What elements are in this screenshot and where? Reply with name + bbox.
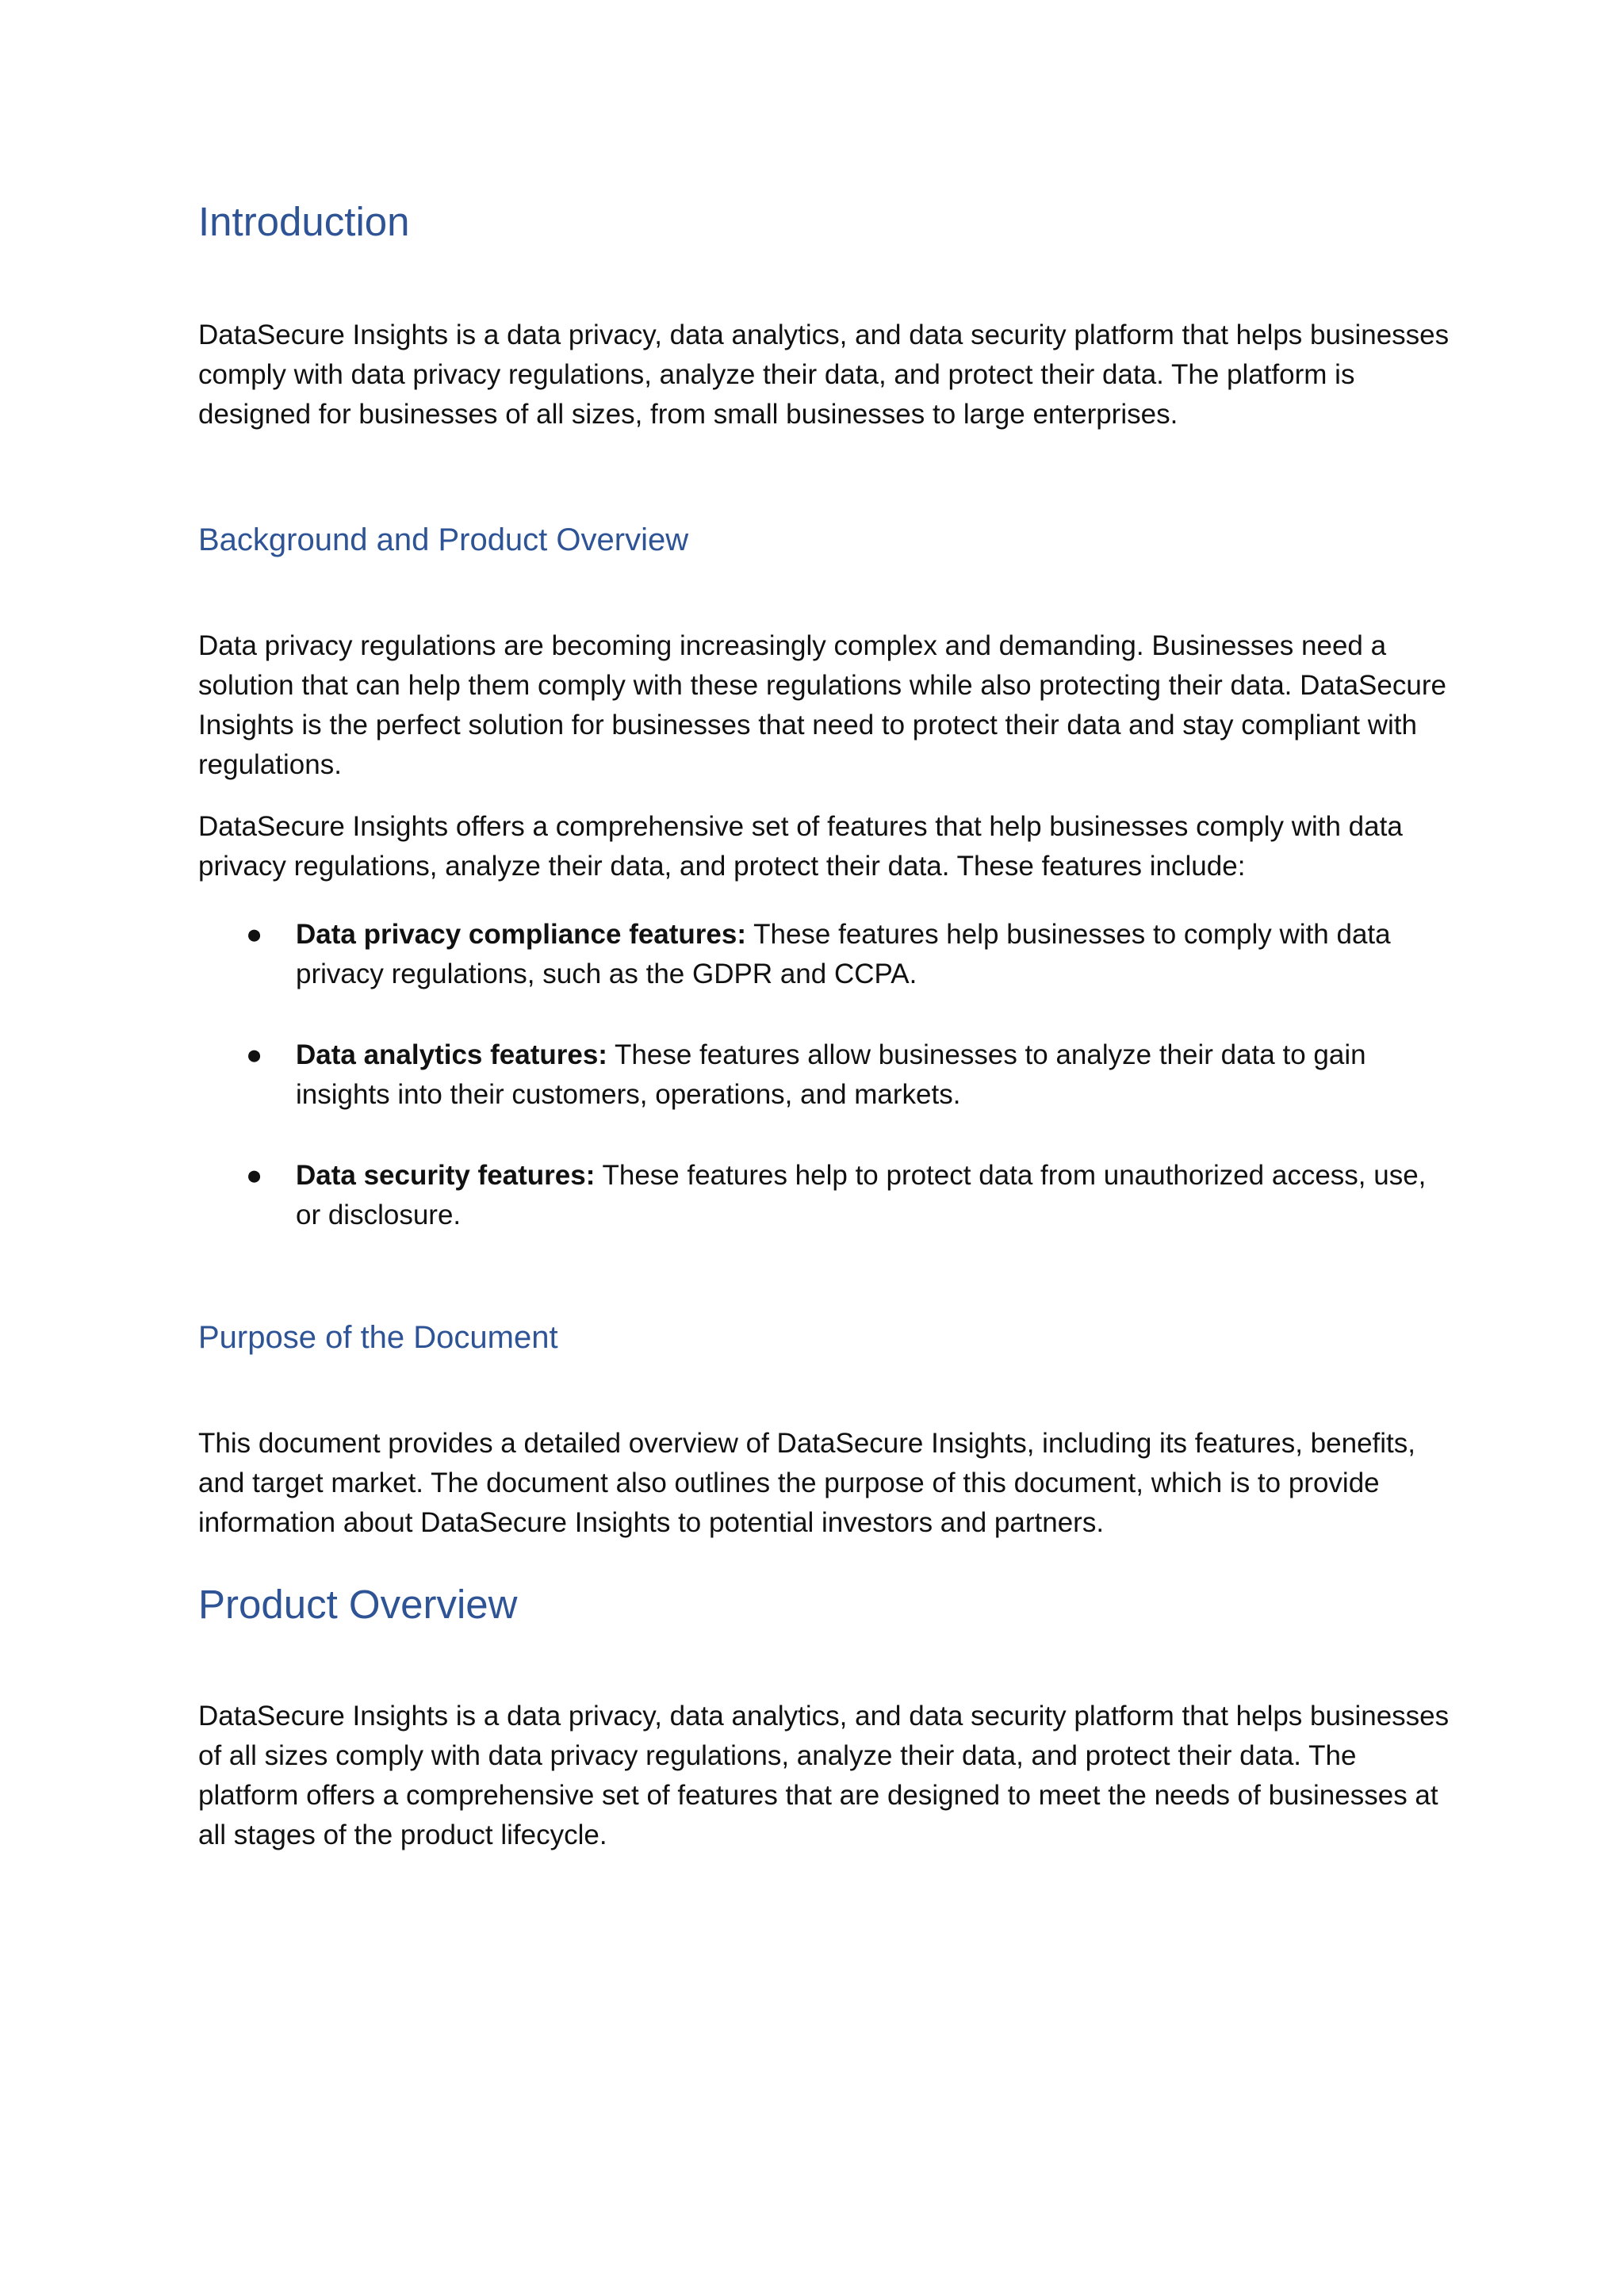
background-heading: Background and Product Overview	[198, 522, 689, 557]
feature-list-text	[296, 1156, 1454, 1235]
purpose-heading: Purpose of the Document	[198, 1320, 558, 1355]
feature-title: Data security features:	[296, 1160, 596, 1191]
introduction-heading: Introduction	[198, 199, 410, 244]
feature-title: Data privacy compliance features:	[296, 919, 747, 950]
bullet-icon: ●	[246, 919, 263, 950]
bullet-icon: ●	[246, 1039, 263, 1070]
purpose-paragraph: This document provides a detailed overview of DataSecure Insights, including its features, benefits, and target market. The document also outlines the purpose of this document, which is to provide information about DataSecure Insights to potential investors and partners.	[198, 1428, 1415, 1538]
feature-description: These features help businesses to comply with data privacy regulations, such as the GDPR and CCPA.	[296, 919, 1391, 989]
feature-description: These features allow businesses to analyze their data to gain insights into their customers, operations, and markets.	[296, 1039, 1366, 1110]
background-paragraph-1: Data privacy regulations are becoming increasingly complex and demanding. Businesses need a solution that can help them comply with these regulations while also protecting their data. DataSecure Insights is the perfect solution for businesses that need to protect their data and stay compliant with regulations.	[198, 630, 1446, 780]
feature-title: Data analytics features:	[296, 1039, 607, 1070]
feature-list-text	[296, 1035, 1454, 1115]
bullet-icon: ●	[246, 1160, 263, 1191]
feature-description: These features help to protect data from unauthorized access, use, or disclosure.	[296, 1160, 1427, 1230]
introduction-paragraph: DataSecure Insights is a data privacy, data analytics, and data security platform that helps businesses comply with data privacy regulations, analyze their data, and protect their data. The platform is designed for businesses of all sizes, from small businesses to large enterprises.	[198, 320, 1450, 430]
feature-list-text	[296, 915, 1454, 994]
product-overview-heading: Product Overview	[198, 1582, 518, 1627]
product-overview-paragraph: DataSecure Insights is a data privacy, data analytics, and data security platform that helps businesses of all sizes comply with data privacy regulations, analyze their data, and protect their data. The platform offers a comprehensive set of features that are designed to meet the needs of businesses at all stages of the product lifecycle.	[198, 1701, 1450, 1850]
background-paragraph-2: DataSecure Insights offers a comprehensive set of features that help businesses comply with data privacy regulations, analyze their data, and protect their data. These features include:	[198, 811, 1403, 882]
